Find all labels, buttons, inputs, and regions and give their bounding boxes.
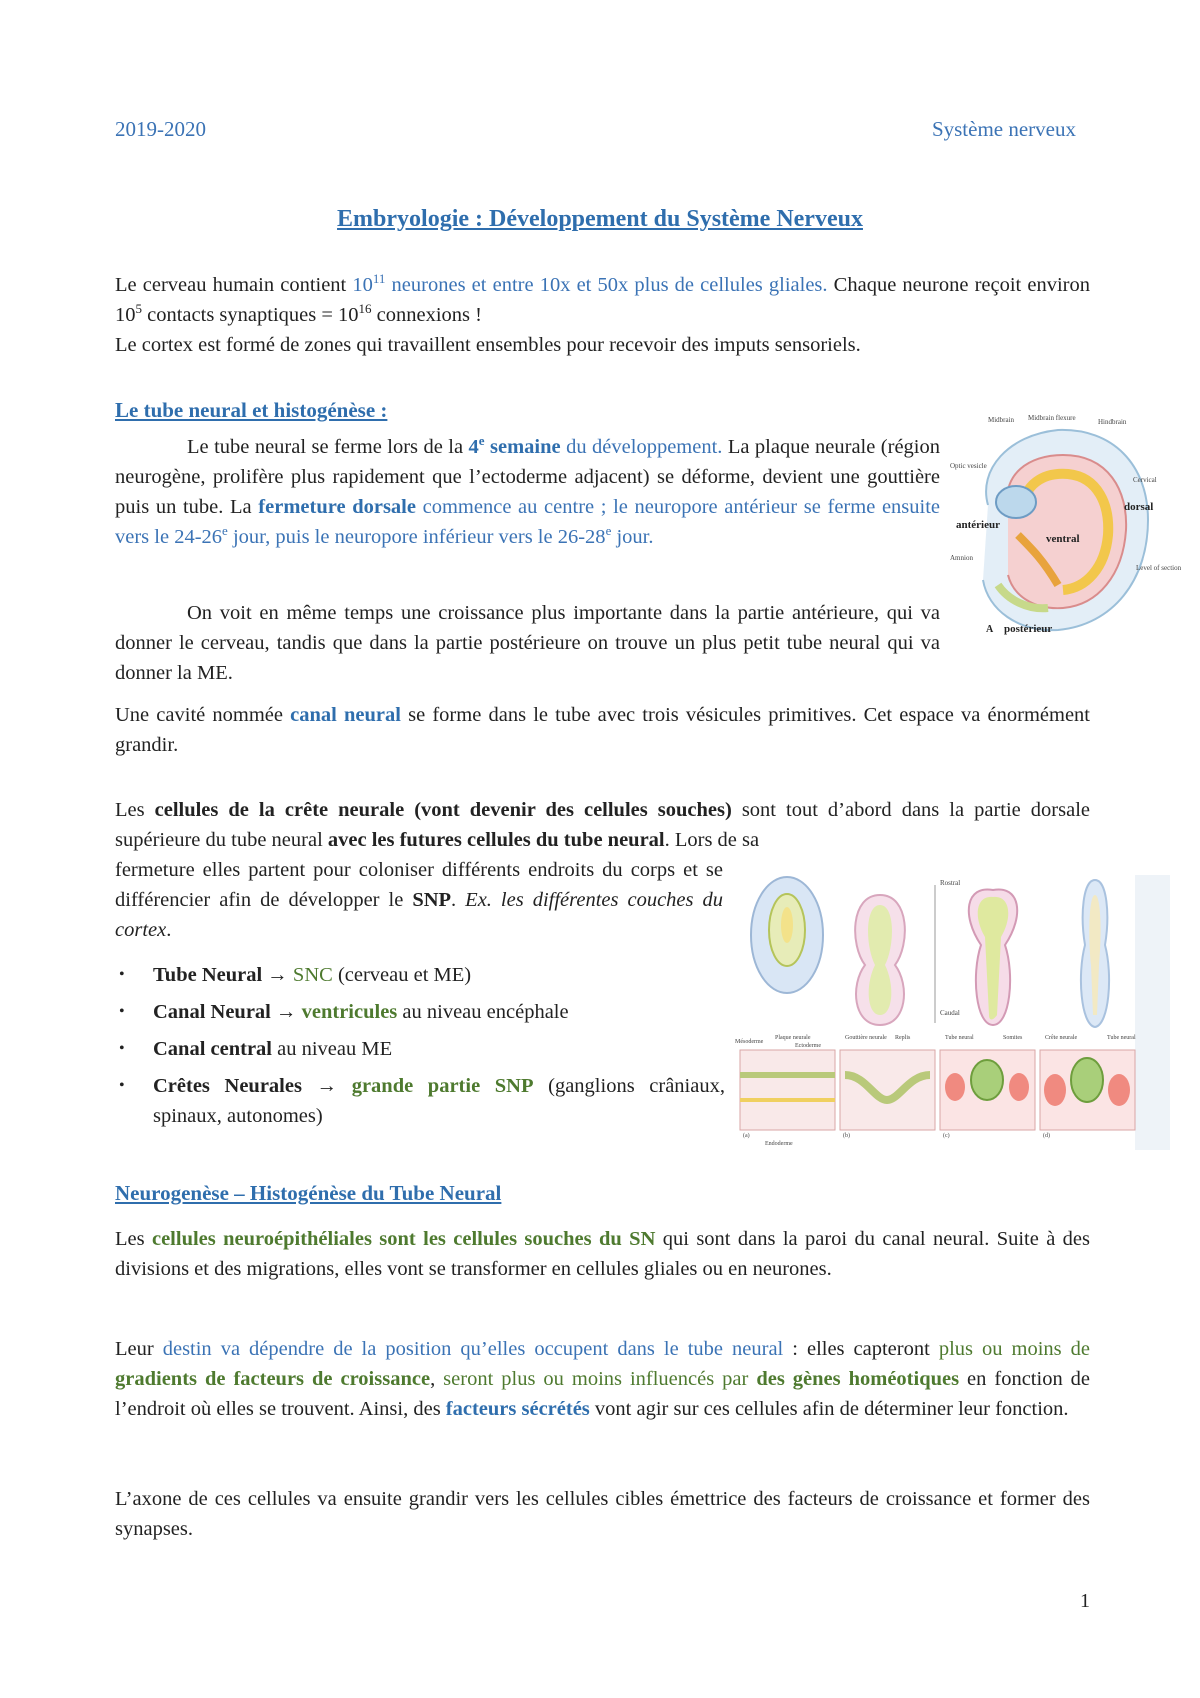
bullet-target: grande partie SNP — [351, 1075, 534, 1097]
list-item — [115, 1034, 725, 1064]
intro-connexions-exp: 16 — [358, 301, 372, 317]
bullet-detail: (ganglions crâniaux, spinaux, autonomes) — [153, 1075, 725, 1127]
fig1-label: Midbrain flexure — [1028, 414, 1076, 422]
list-item — [115, 997, 725, 1027]
bullet-icon: • — [119, 966, 125, 983]
bullet-term: Canal central — [153, 1038, 272, 1060]
s1-p1-fermeture: fermeture dorsale — [258, 496, 416, 518]
intro-contacts-text: Chaque neurone reçoit environ 10 — [115, 274, 1090, 326]
s2-p2-destin: destin va dépendre de la position qu’elles occupent dans le tube neural — [162, 1338, 784, 1360]
intro-neuron-count — [352, 271, 828, 296]
bullet-detail: (cerveau et ME) — [332, 964, 472, 986]
fig1-label: Amnion — [950, 554, 973, 562]
s1-neuropore-ant: commence au centre ; le neuropore antérieur se ferme ensuite vers le 24-26 — [115, 496, 941, 548]
fig1-label: Hindbrain — [1098, 418, 1127, 426]
fig1-label-ventral: ventral — [1046, 533, 1080, 545]
intro-neuron-base: 10 — [352, 274, 373, 296]
s2-p2-gradients: gradients de facteurs de croissance — [115, 1368, 431, 1390]
section-title-tube-neural: Le tube neural et histogénèse : — [115, 398, 388, 422]
neural-derivatives-list — [115, 960, 725, 1138]
s2-p2-genes: des gènes homéotiques — [756, 1368, 960, 1390]
s1-p4-dorsal: sont tout d’abord dans la partie dorsale supérieure du tube neural — [115, 799, 1090, 851]
s2-p2-comma: , — [430, 1368, 444, 1390]
s2-p2-rest: vont agir sur ces cellules afin de déterminer leur fonction. — [589, 1398, 1069, 1420]
intro-connexions-text: connexions ! — [371, 304, 482, 326]
s1-week-text: semaine — [484, 436, 561, 458]
s1-week-sup: e — [478, 433, 485, 449]
s2-p2-capteront: : elles capteront — [783, 1338, 939, 1360]
s2-p2-plusmoins: plus ou moins de — [938, 1338, 1090, 1360]
s1-p3-rest: se forme dans le tube avec trois vésicules primitives. Cet espace va énormément grandir. — [115, 704, 1090, 756]
s2-p2-text: Leur — [115, 1338, 163, 1360]
s1-p5-example: Ex. les différentes couches du cortex — [115, 889, 723, 941]
s1-neuropore-end: jour. — [611, 526, 654, 548]
s2-p2-influences: seront plus ou moins influencés par — [443, 1368, 757, 1390]
fig2-label: Tube neural — [1107, 1035, 1136, 1041]
neural-tube-formation-figure — [735, 875, 1170, 1150]
list-item — [115, 1071, 725, 1131]
s1-p5-snp: SNP — [412, 889, 452, 911]
section2-paragraph-1 — [115, 1224, 1090, 1284]
section2-paragraph-3: L’axone de ces cellules va ensuite grandir vers les cellules cibles émettrice des facteurs de croissance et former des synapses. — [115, 1488, 1090, 1540]
intro-synapses-text: contacts synaptiques = 10 — [142, 304, 359, 326]
bullet-icon: • — [119, 1003, 125, 1020]
s2-p1-rest: qui sont dans la paroi du canal neural. Suite à des divisions et des migrations, elles vont se transformer en cellules gliales ou en neurones. — [115, 1228, 1091, 1280]
s1-neuropore-inf: jour, puis le neuropore inférieur vers le 26-28 — [227, 526, 606, 548]
fig2-label: Replis — [895, 1035, 911, 1041]
bullet-icon: • — [119, 1077, 125, 1094]
fig2-label: Mésoderme — [735, 1039, 764, 1045]
s1-p5-end: . — [166, 919, 172, 941]
bullet-target: SNC — [292, 964, 333, 986]
intro-neuron-exp: 11 — [372, 271, 386, 287]
s1-p1-dev: du développement. — [560, 436, 723, 458]
fig1-label: Cervical — [1133, 476, 1157, 484]
bullet-term: Canal Neural — [153, 1001, 271, 1023]
s1-week-num: 4 — [468, 436, 479, 458]
s1-p3-text: Une cavité nommée — [115, 704, 291, 726]
section1-paragraph-2: On voit en même temps une croissance plus importante dans la partie antérieure, qui va donner le cerveau, tandis que dans la partie postérieure on trouve un plus petit tube neural qui va donner la ME. — [115, 602, 940, 684]
s2-p1-cells: cellules neuroépithéliales sont les cellules souches du SN — [151, 1228, 656, 1250]
section2-paragraph-2 — [115, 1334, 1090, 1424]
s1-p5-dot: . — [451, 889, 466, 911]
fig1-label: Optic vesicle — [950, 462, 987, 470]
fig2-label: Tube neural — [945, 1035, 974, 1041]
section-title-neurogenese: Neurogenèse – Histogénèse du Tube Neural — [115, 1181, 502, 1205]
section1-paragraph-4 — [115, 795, 1090, 855]
bullet-term: Tube Neural — [153, 964, 263, 986]
bullet-detail: au niveau encéphale — [397, 1001, 569, 1023]
fig2-label: (b) — [843, 1133, 850, 1139]
header-subject: Système nerveux — [931, 117, 1076, 141]
fig1-label-posterior: postérieur — [1004, 623, 1053, 635]
bullet-target: ventricules — [301, 1001, 398, 1023]
header-year: 2019-2020 — [115, 117, 206, 141]
fig1-label: Midbrain — [988, 416, 1015, 424]
s1-p4-futures: avec les futures cellules du tube neural — [327, 829, 665, 851]
intro-contacts-exp: 5 — [135, 301, 142, 317]
intro-text: Le cerveau humain contient — [115, 274, 353, 296]
section1-paragraph-5 — [115, 855, 723, 945]
s1-neuropore-sup2: e — [605, 523, 612, 539]
fig1-label: Level of section — [1136, 564, 1182, 572]
s1-p1-plaque: La plaque neurale (région neurogène, prolifère plus rapidement que l’ectoderme adjacent) se déforme, devient une gouttière puis un tube. La — [115, 436, 941, 518]
fig2-label: Gouttière neurale — [845, 1035, 887, 1041]
arrow-right-icon: → — [270, 1001, 302, 1023]
embryo-neural-tube-figure — [948, 410, 1182, 650]
s1-p4-end: . Lors de sa — [664, 829, 760, 851]
s1-p3-canal: canal neural — [290, 704, 401, 726]
intro-paragraph — [115, 270, 1090, 330]
section1-paragraph-1 — [115, 432, 940, 552]
s1-p4-cells: cellules de la crête neurale (vont devenir des cellules souches) — [154, 799, 732, 821]
fig2-label: Rostral — [940, 879, 961, 887]
s1-p1-week — [468, 433, 561, 458]
fig2-label: Plaque neurale — [775, 1035, 811, 1041]
s1-p4-text: Les — [115, 799, 155, 821]
page-number: 1 — [1080, 1590, 1090, 1612]
fig2-label: Crête neurale — [1045, 1035, 1078, 1041]
bullet-term: Crêtes Neurales — [153, 1075, 302, 1097]
s2-p2-endroit: en fonction de l’endroit où elles se trouvent. Ainsi, des — [115, 1368, 1091, 1420]
intro-cortex-line: Le cortex est formé de zones qui travaillent ensembles pour recevoir des imputs sensoriels. — [115, 334, 861, 356]
s1-p1-text: Le tube neural se ferme lors de la — [187, 436, 469, 458]
s1-neuropore-sup1: e — [222, 523, 228, 539]
bullet-detail: au niveau ME — [272, 1038, 393, 1060]
s1-p5-text: fermeture elles partent pour coloniser différents endroits du corps et se différencier afin de développer le — [115, 859, 723, 911]
arrow-right-icon: → — [262, 964, 293, 986]
page-title: Embryologie : Développement du Système Nerveux — [337, 206, 863, 232]
fig2-label: Caudal — [940, 1009, 960, 1017]
section1-paragraph-3 — [115, 700, 1090, 760]
fig2-label: Ectoderme — [795, 1043, 821, 1049]
fig2-label: (a) — [743, 1133, 750, 1139]
arrow-right-icon: → — [301, 1075, 352, 1097]
fig1-label-dorsal: dorsal — [1124, 501, 1154, 513]
bullet-icon: • — [119, 1040, 125, 1057]
intro-glial-text: neurones et entre 10x et 50x plus de cellules gliales. — [385, 274, 828, 296]
fig2-label: Somites — [1003, 1035, 1023, 1041]
s2-p1-text: Les — [115, 1228, 152, 1250]
fig2-label: Endoderme — [765, 1141, 793, 1147]
fig1-label: A — [986, 624, 994, 635]
fig1-label-anterior: antérieur — [956, 519, 1000, 531]
s2-p2-facteurs: facteurs sécrétés — [445, 1398, 590, 1420]
list-item — [115, 960, 725, 990]
fig2-label: (c) — [943, 1133, 950, 1139]
fig2-label: (d) — [1043, 1133, 1050, 1139]
